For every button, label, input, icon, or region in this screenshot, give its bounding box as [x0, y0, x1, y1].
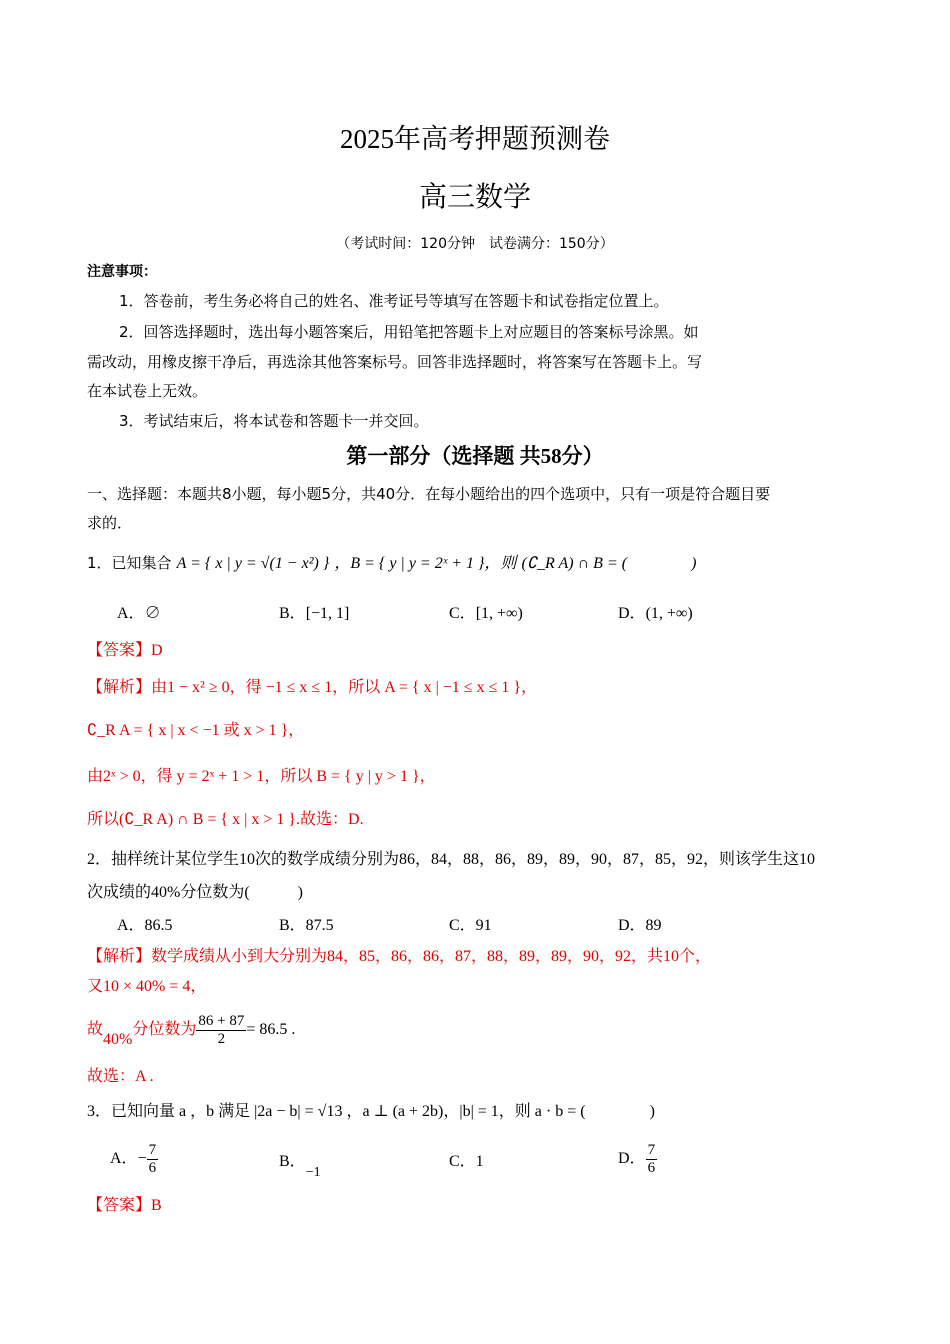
q3-option-a-denominator: 6 — [148, 1160, 157, 1176]
q1-option-a-value: ∅ — [144, 605, 161, 622]
q1-option-d-value: (1, +∞) — [645, 605, 693, 622]
q1-stem-label: 1．已知集合 — [87, 554, 172, 572]
q1-analysis-line-4: 所以(∁_R A) ∩ B = { x | x > 1 }.故选：D. — [87, 811, 364, 828]
q3-answer-tag: 【答案】 — [87, 1197, 152, 1214]
q1-option-b — [279, 604, 349, 624]
q1-analysis-line-3: 由2ˣ > 0，得 y = 2ˣ + 1 > 1，所以 B = { y | y > 1 }， — [87, 768, 436, 785]
q1-answer — [87, 641, 163, 661]
q2-option-b: B．87.5 — [279, 917, 334, 934]
exam-info: （考试时间：120分钟 试卷满分：150分） — [336, 236, 614, 252]
q1-answer-value: D — [151, 642, 163, 659]
notes-item-3: 3．考试结束后，将本试卷和答题卡一并交回。 — [119, 412, 429, 430]
q3-option-d-denominator: 6 — [647, 1160, 656, 1176]
q3-answer-value: B — [151, 1197, 162, 1214]
notes-item-1: 1．答卷前，考生务必将自己的姓名、准考证号等填写在答题卡和试卷指定位置上。 — [119, 292, 669, 310]
q2-stem-line-2: 次成绩的40%分位数为( ) — [87, 884, 303, 901]
q3-option-a-numerator: 7 — [148, 1142, 157, 1158]
q2-fraction-numerator: 86 + 87 — [198, 1013, 245, 1029]
q3-option-d-numerator: 7 — [647, 1142, 656, 1158]
part1-heading: 第一部分（选择题 共58分） — [346, 444, 604, 468]
subject-title: 高三数学 — [418, 182, 531, 213]
q1-option-b-label: B． — [279, 605, 306, 622]
q2-analysis-percentile: 40% — [103, 1031, 133, 1049]
q2-analysis-line-4: 故选：A . — [87, 1068, 154, 1085]
q1-option-c-value: [1, +∞) — [475, 605, 523, 622]
q1-option-c-label: C． — [449, 605, 476, 622]
notes-heading: 注意事项： — [87, 264, 157, 280]
q1-analysis-line-1 — [87, 678, 537, 698]
q3-option-d-fraction — [646, 1142, 658, 1177]
q1-option-c — [449, 604, 523, 624]
q2-option-c: C．91 — [449, 917, 492, 934]
q2-option-d: D．89 — [618, 917, 662, 934]
q2-analysis-pre: 故 — [87, 1021, 104, 1039]
part1-intro-line-1: 一、选择题：本题共8小题，每小题5分，共40分．在每小题给出的四个选项中，只有一项是符合题目要 — [87, 485, 771, 503]
q3-option-b-label: B． — [279, 1153, 306, 1170]
q3-option-d-label: D． — [618, 1150, 646, 1168]
q3-option-b — [279, 1152, 321, 1180]
notes-item-2-line-2: 需改动，用橡皮擦干净后，再选涂其他答案标号。回答非选择题时，将答案写在答题卡上。写 — [87, 353, 703, 371]
q3-option-a-sign: − — [137, 1150, 147, 1168]
q2-stem-line-1: 2．抽样统计某位学生10次的数学成绩分别为86，84，88，86，89，89，90，87，85，92，则该学生这10 — [87, 851, 816, 868]
notes-item-2-line-3: 在本试卷上无效。 — [87, 382, 208, 400]
q3-stem: 3．已知向量 a ，b 满足 |2a − b| = √13 ，a ⊥ (a + 2b)，|b| = 1，则 a · b = ( ) — [87, 1103, 655, 1120]
q2-analysis-mid: 分位数为 — [132, 1021, 197, 1039]
part1-intro-line-2: 求的． — [87, 514, 133, 532]
q3-option-b-value: −1 — [305, 1165, 321, 1180]
q3-option-a-label: A． — [110, 1150, 138, 1168]
q1-option-b-value: [−1, 1] — [305, 605, 350, 622]
q1-analysis-tag: 【解析】 — [87, 679, 152, 696]
q1-option-d-label: D． — [618, 605, 646, 622]
q2-analysis-fraction — [196, 1013, 246, 1048]
q2-analysis-tag: 【解析】 — [87, 948, 152, 965]
q3-option-c: C．1 — [449, 1153, 484, 1170]
exam-title: 2025年高考押题预测卷 — [340, 124, 610, 154]
q2-option-a: A．86.5 — [117, 917, 173, 934]
q3-answer — [87, 1196, 162, 1216]
q2-fraction-denominator: 2 — [217, 1031, 226, 1047]
q3-option-a-fraction — [147, 1142, 159, 1177]
q1-option-a-label: A． — [117, 605, 145, 622]
q1-stem — [87, 553, 696, 574]
q2-analysis-line-1 — [87, 947, 711, 967]
notes-item-2-line-1: 2．回答选择题时，选出每小题答案后，用铅笔把答题卡上对应题目的答案标号涂黑。如 — [119, 323, 699, 341]
q1-set-b: ，B = { y | y = 2ˣ + 1 }，则 — [334, 555, 517, 572]
q2-analysis-line-2: 又10 × 40% = 4， — [87, 978, 207, 995]
q1-analysis-text-1: 由1 − x² ≥ 0，得 −1 ≤ x ≤ 1，所以 A = { x | −1 ≤ x ≤ 1 }， — [151, 679, 538, 696]
q2-analysis-line-3 — [87, 1013, 295, 1048]
q1-option-a — [117, 604, 161, 624]
q1-set-a: A = { x | y = √(1 − x²) } — [176, 555, 330, 572]
q2-analysis-result: = 86.5 . — [246, 1021, 296, 1039]
q2-analysis-text-1: 数学成绩从小到大分别为84，85，86，86，87，88，89，89，90，92，共10个， — [151, 948, 712, 965]
q1-option-d — [618, 604, 693, 624]
q1-expr: (∁_R A) ∩ B = ( ) — [521, 555, 697, 572]
q1-analysis-line-2: ∁_R A = { x | x < −1 或 x > 1 }， — [87, 722, 305, 739]
q1-answer-tag: 【答案】 — [87, 642, 152, 659]
q3-option-d — [618, 1142, 657, 1177]
q3-option-a — [110, 1142, 158, 1177]
